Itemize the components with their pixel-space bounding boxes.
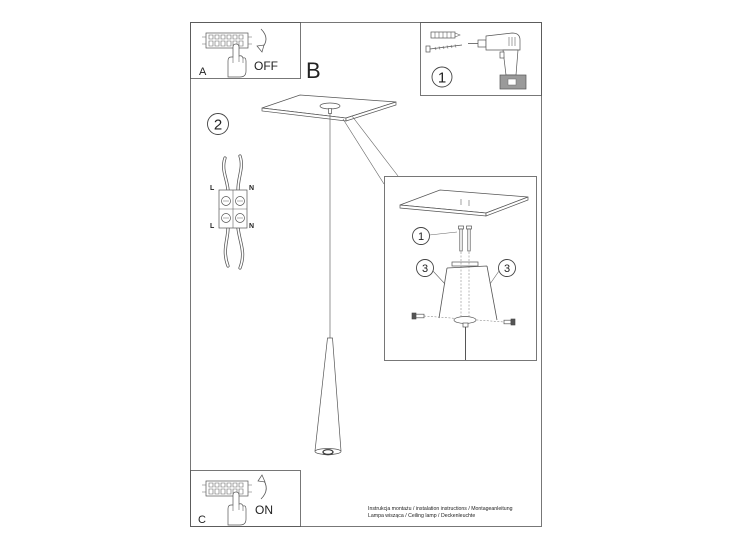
tools-panel <box>421 23 542 96</box>
panel-c-switch-state: ON <box>255 503 273 517</box>
side-screw-left-shaft <box>416 314 424 318</box>
terminal-label-top-left: L <box>210 185 215 192</box>
mounting-bracket <box>421 252 504 322</box>
panel-c-letter: C <box>198 514 206 526</box>
screw-axis-vertical <box>461 252 469 316</box>
detail-step-3-right-leader <box>490 271 499 284</box>
side-screw-right-shaft <box>504 320 511 324</box>
arrow-head <box>258 475 265 482</box>
panel-a <box>191 23 301 79</box>
wires-bottom <box>225 228 242 268</box>
pendant-lamp <box>262 95 396 455</box>
detail-cable-gland <box>463 323 468 327</box>
footer-line-2: Lampa wisząca / Ceiling lamp / Deckenleuchte <box>368 513 476 519</box>
drill-icon <box>468 33 526 89</box>
ceiling-screw-left-shaft <box>460 229 462 251</box>
drill-handle <box>503 50 518 75</box>
detail-step-1-number: 1 <box>417 231 425 243</box>
wires-top <box>224 156 242 190</box>
screw-icon <box>459 226 472 251</box>
panel-c <box>191 471 301 527</box>
callout-line-1 <box>343 119 384 184</box>
bracket-shell-outline <box>439 266 497 320</box>
step-2-number: 2 <box>213 116 223 134</box>
wall-plug-icon <box>431 32 460 38</box>
drill-battery-label <box>508 79 516 85</box>
ceiling-screw-left-head <box>459 226 464 229</box>
panel-a-switch-state: OFF <box>254 59 278 73</box>
curved-arrow-icon <box>258 475 266 499</box>
arrow-head <box>257 45 264 52</box>
terminal-block-icon <box>202 481 252 496</box>
detail-step-3-left-number: 3 <box>421 263 429 275</box>
screw-shaft <box>430 45 462 49</box>
ceiling-screw-right-head <box>467 226 472 229</box>
terminal-label-top-right: N <box>249 185 255 192</box>
detail-step-1-leader <box>430 232 458 235</box>
panel-a-letter: A <box>199 66 207 78</box>
drill-trigger <box>500 52 504 58</box>
terminal-label-bottom-left: L <box>210 223 215 230</box>
screw-icon <box>426 45 462 53</box>
side-screw-left-head <box>412 313 416 319</box>
ceiling-screw-right-shaft <box>468 229 470 251</box>
detail-step-3-left-leader <box>433 271 445 284</box>
wiring-diagram <box>208 114 255 269</box>
footer-line-1: Instrukcja montażu / instalation instructions / Montageanleitung <box>368 506 513 512</box>
bracket-plate <box>452 262 478 266</box>
drill-chuck <box>478 40 486 47</box>
terminal-block-icon <box>202 33 252 48</box>
terminal-label-bottom-right: N <box>249 223 255 230</box>
side-screw-right-head <box>511 319 515 325</box>
curved-arrow-icon <box>257 29 266 52</box>
lamp-shade-cone <box>315 338 341 455</box>
panel-b-letter: B <box>306 58 321 83</box>
callout-line-2 <box>352 116 398 176</box>
cable-gland <box>329 109 332 114</box>
detail-canopy <box>454 317 476 324</box>
canopy <box>320 103 340 109</box>
lamp-aperture <box>323 450 333 455</box>
step-1-number: 1 <box>437 69 447 87</box>
detail-step-3-right-number: 3 <box>503 263 511 275</box>
screw-head <box>426 46 430 52</box>
detail-view <box>385 177 537 361</box>
terminal-block-icon <box>219 190 247 228</box>
